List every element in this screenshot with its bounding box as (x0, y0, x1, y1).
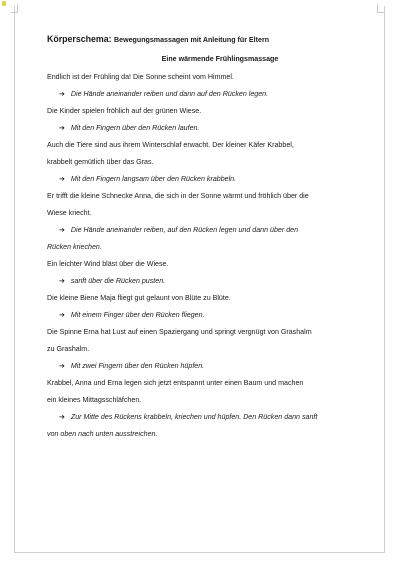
arrow-right-icon: ➔ (59, 363, 65, 370)
page-title (47, 33, 373, 46)
instruction-text: Mit zwei Fingern über den Rücken hüpfen. (70, 362, 205, 370)
instruction-text: Zur Mitte des Rückens krabbeln, kriechen und hüpfen. Den Rücken dann sanft (70, 413, 318, 421)
instruction-text: Die Hände aneinander reiben, auf den Rücken legen und dann über den (70, 226, 299, 234)
title-subheading: Bewegungsmassagen mit Anleitung für Eltern (114, 36, 270, 44)
document-body (47, 33, 373, 443)
arrow-right-icon: ➔ (59, 176, 65, 183)
story-line: Wiese kriecht. (47, 209, 92, 217)
instruction-line (47, 307, 373, 324)
title-main: Körperschema: (47, 34, 112, 44)
document-subtitle: Eine wärmende Frühlingsmassage (161, 55, 279, 63)
instruction-text: Mit den Fingern über den Rücken laufen. (70, 124, 200, 132)
instruction-line (47, 358, 373, 375)
instruction-continuation: Rücken kriechen. (47, 243, 102, 251)
instruction-line (47, 273, 373, 290)
instruction-line (47, 120, 373, 137)
instruction-text: Mit einem Finger über den Rücken fliegen. (70, 311, 205, 319)
arrow-right-icon: ➔ (59, 91, 65, 98)
instruction-line (47, 222, 373, 239)
story-line: Krabbel, Anna und Erna legen sich jetzt entspannt unter einen Baum und machen (47, 379, 304, 387)
story-line: ein kleines Mittagsschläfchen. (47, 396, 142, 404)
instruction-text: Mit den Fingern langsam über den Rücken krabbeln. (70, 175, 237, 183)
text-lines (47, 69, 373, 443)
story-line: zu Grashalm. (47, 345, 90, 353)
story-line: Endlich ist der Frühling da! Die Sonne scheint vom Himmel. (47, 73, 234, 81)
story-line: Die Spinne Erna hat Lust auf einen Spaziergang und springt vergnügt von Grashalm (47, 328, 312, 336)
instruction-line (47, 171, 373, 188)
story-line: Die kleine Biene Maja fliegt gut gelaunt von Blüte zu Blüte. (47, 294, 231, 302)
instruction-text: Die Hände aneinander reiben und dann auf den Rücken legen. (70, 90, 269, 98)
arrow-right-icon: ➔ (59, 227, 65, 234)
instruction-line (47, 86, 373, 103)
story-line: krabbelt gemütlich über das Gras. (47, 158, 154, 166)
arrow-right-icon: ➔ (59, 312, 65, 319)
story-line: Auch die Tiere sind aus ihrem Winterschlaf erwacht. Der kleiner Käfer Krabbel, (47, 141, 294, 149)
arrow-right-icon: ➔ (59, 125, 65, 132)
arrow-right-icon: ➔ (59, 414, 65, 421)
story-line: Die Kinder spielen fröhlich auf der grünen Wiese. (47, 107, 202, 115)
story-line: Er trifft die kleine Schnecke Anna, die sich in der Sonne wärmt und fröhlich über die (47, 192, 309, 200)
arrow-right-icon: ➔ (59, 278, 65, 285)
document-marker (2, 1, 6, 6)
story-line: Ein leichter Wind bläst über die Wiese. (47, 260, 169, 268)
instruction-text: sanft über die Rücken pusten. (70, 277, 166, 285)
instruction-line (47, 409, 373, 426)
instruction-continuation: von oben nach unten ausstreichen. (47, 430, 158, 438)
